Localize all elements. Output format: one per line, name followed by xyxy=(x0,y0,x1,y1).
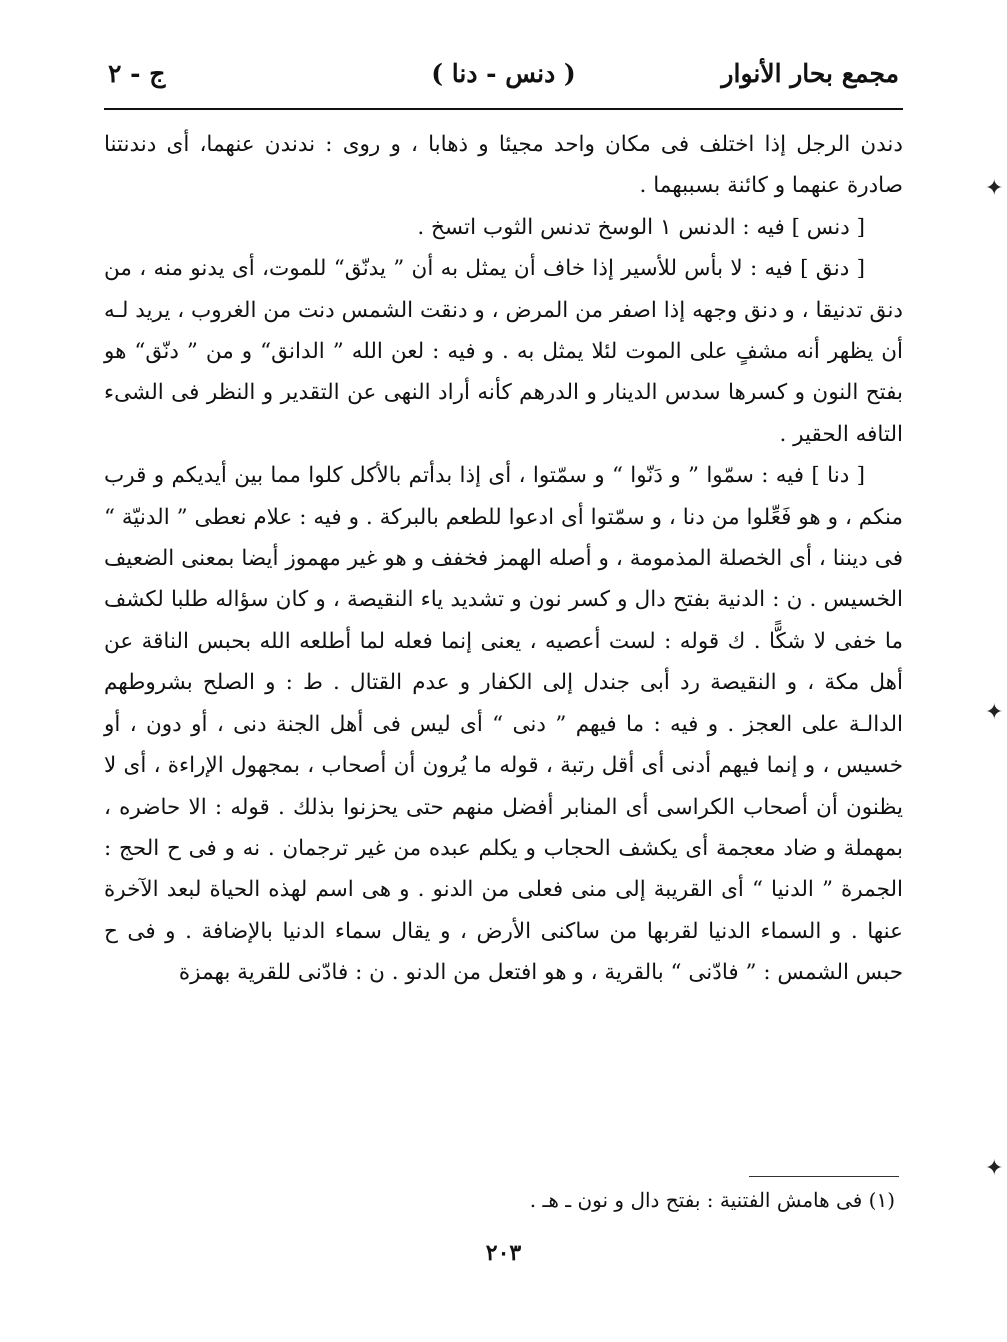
book-title: مجمع بحار الأنوار xyxy=(721,59,899,88)
section-title: ( دنس - دنا ) xyxy=(431,59,576,88)
footnote: (١) فى هامش الفتنية : بفتح دال و نون ـ هـ . xyxy=(529,1188,895,1212)
margin-mark-icon: ✦ xyxy=(985,700,1004,725)
paragraph-danas: [ دنس ] فيه : الدنس ١ الوسخ تدنس الثوب اتسخ . xyxy=(417,214,865,240)
margin-mark-icon: ✦ xyxy=(985,176,1004,201)
volume-number: ج - ٢ xyxy=(108,59,166,88)
paragraph-dandan: دندن الرجل إذا اختلف فى مكان واحد مجيئا و ذهابا ، و روى : ندندن عنهما، أى دندنتنا صادرة عنهما و كائنة بسببهما . xyxy=(104,132,903,199)
margin-mark-icon: ✦ xyxy=(985,1156,1004,1181)
header-rule xyxy=(104,108,903,110)
page-number: ٢٠٣ xyxy=(485,1240,522,1266)
paragraph-dana: [ دنا ] فيه : سمّوا ” و دَنّوا “ و سمّتوا ، أى إذا بدأتم بالأكل كلوا مما بين أيديكم و قرب منكم ، و هو فَعِّلوا من دنا ، و سمّتوا أى ادعوا للطعم بالبركة . و فيه : علام نعطى ” الدنيّة “ فى ديننا ، أى الخصلة المذمومة ، و أصله الهمز فخفف و هو غير مهموز أيضا بمعنى الضعيف الخسيس . ن : الدنية بفتح دال و كسر نون و تشديد ياء النقيصة ، و كان سؤاله طلبا لكشف ما خفى لا شكًّا . ك قوله : لست أعصيه ، يعنى إنما فعله لما أطلعه الله بحبس الناقة عن أهل مكة ، و النقيصة رد أبى جندل إلى الكفار و عدم القتال . ط : و الصلح بشروطهم الدالـة على العجز . و فيه : ما فيهم ” دنى “ أى ليس فى أهل الجنة دنى ، أو دون ، أو خسيس ، و إنما فيهم أدنى أى أقل رتبة ، قوله ما يُرون أن أصحاب ، بمجهول الإراءة ، أى لا يظنون أن أصحاب الكراسى أى المنابر أفضل منهم حتى يحزنوا بذلك . قوله : الا حاضره ، بمهملة و ضاد معجمة أى يكشف الحجاب و يكلم عبده من غير ترجمان . نه و فى ح الحج : الجمرة ” الدنيا “ أى القريبة إلى منى فعلى من الدنو . و هى اسم لهذه الحياة لبعد الآخرة عنها . و السماء الدنيا لقربها من ساكنى الأرض ، و يقال سماء الدنيا بالإضافة . و فى ح حبس الشمس : ” فادّنى “ بالقرية ، و هو افتعل من الدنو . ن : فادّنى للقرية بهمزة xyxy=(104,463,903,986)
footnote-rule xyxy=(749,1176,899,1177)
body-text xyxy=(104,124,903,994)
paragraph-daniq: [ دنق ] فيه : لا بأس للأسير إذا خاف أن يمثل به أن ” يدنّق“ للموت، أى يدنو منه ، من دنق تدنيقا ، و دنق وجهه إذا اصفر من المرض ، و دنقت الشمس دنت من الغروب ، يريد لـه أن يظهر أنه مشفٍ على الموت لئلا يمثل به . و فيه : لعن الله ” الدانق“ و من ” دنّق“ هو بفتح النون و كسرها سدس الدينار و الدرهم كأنه أراد النهى عن التقدير و النظر فى الشىء التافه الحقير . xyxy=(104,256,903,447)
page-header xyxy=(108,55,899,101)
